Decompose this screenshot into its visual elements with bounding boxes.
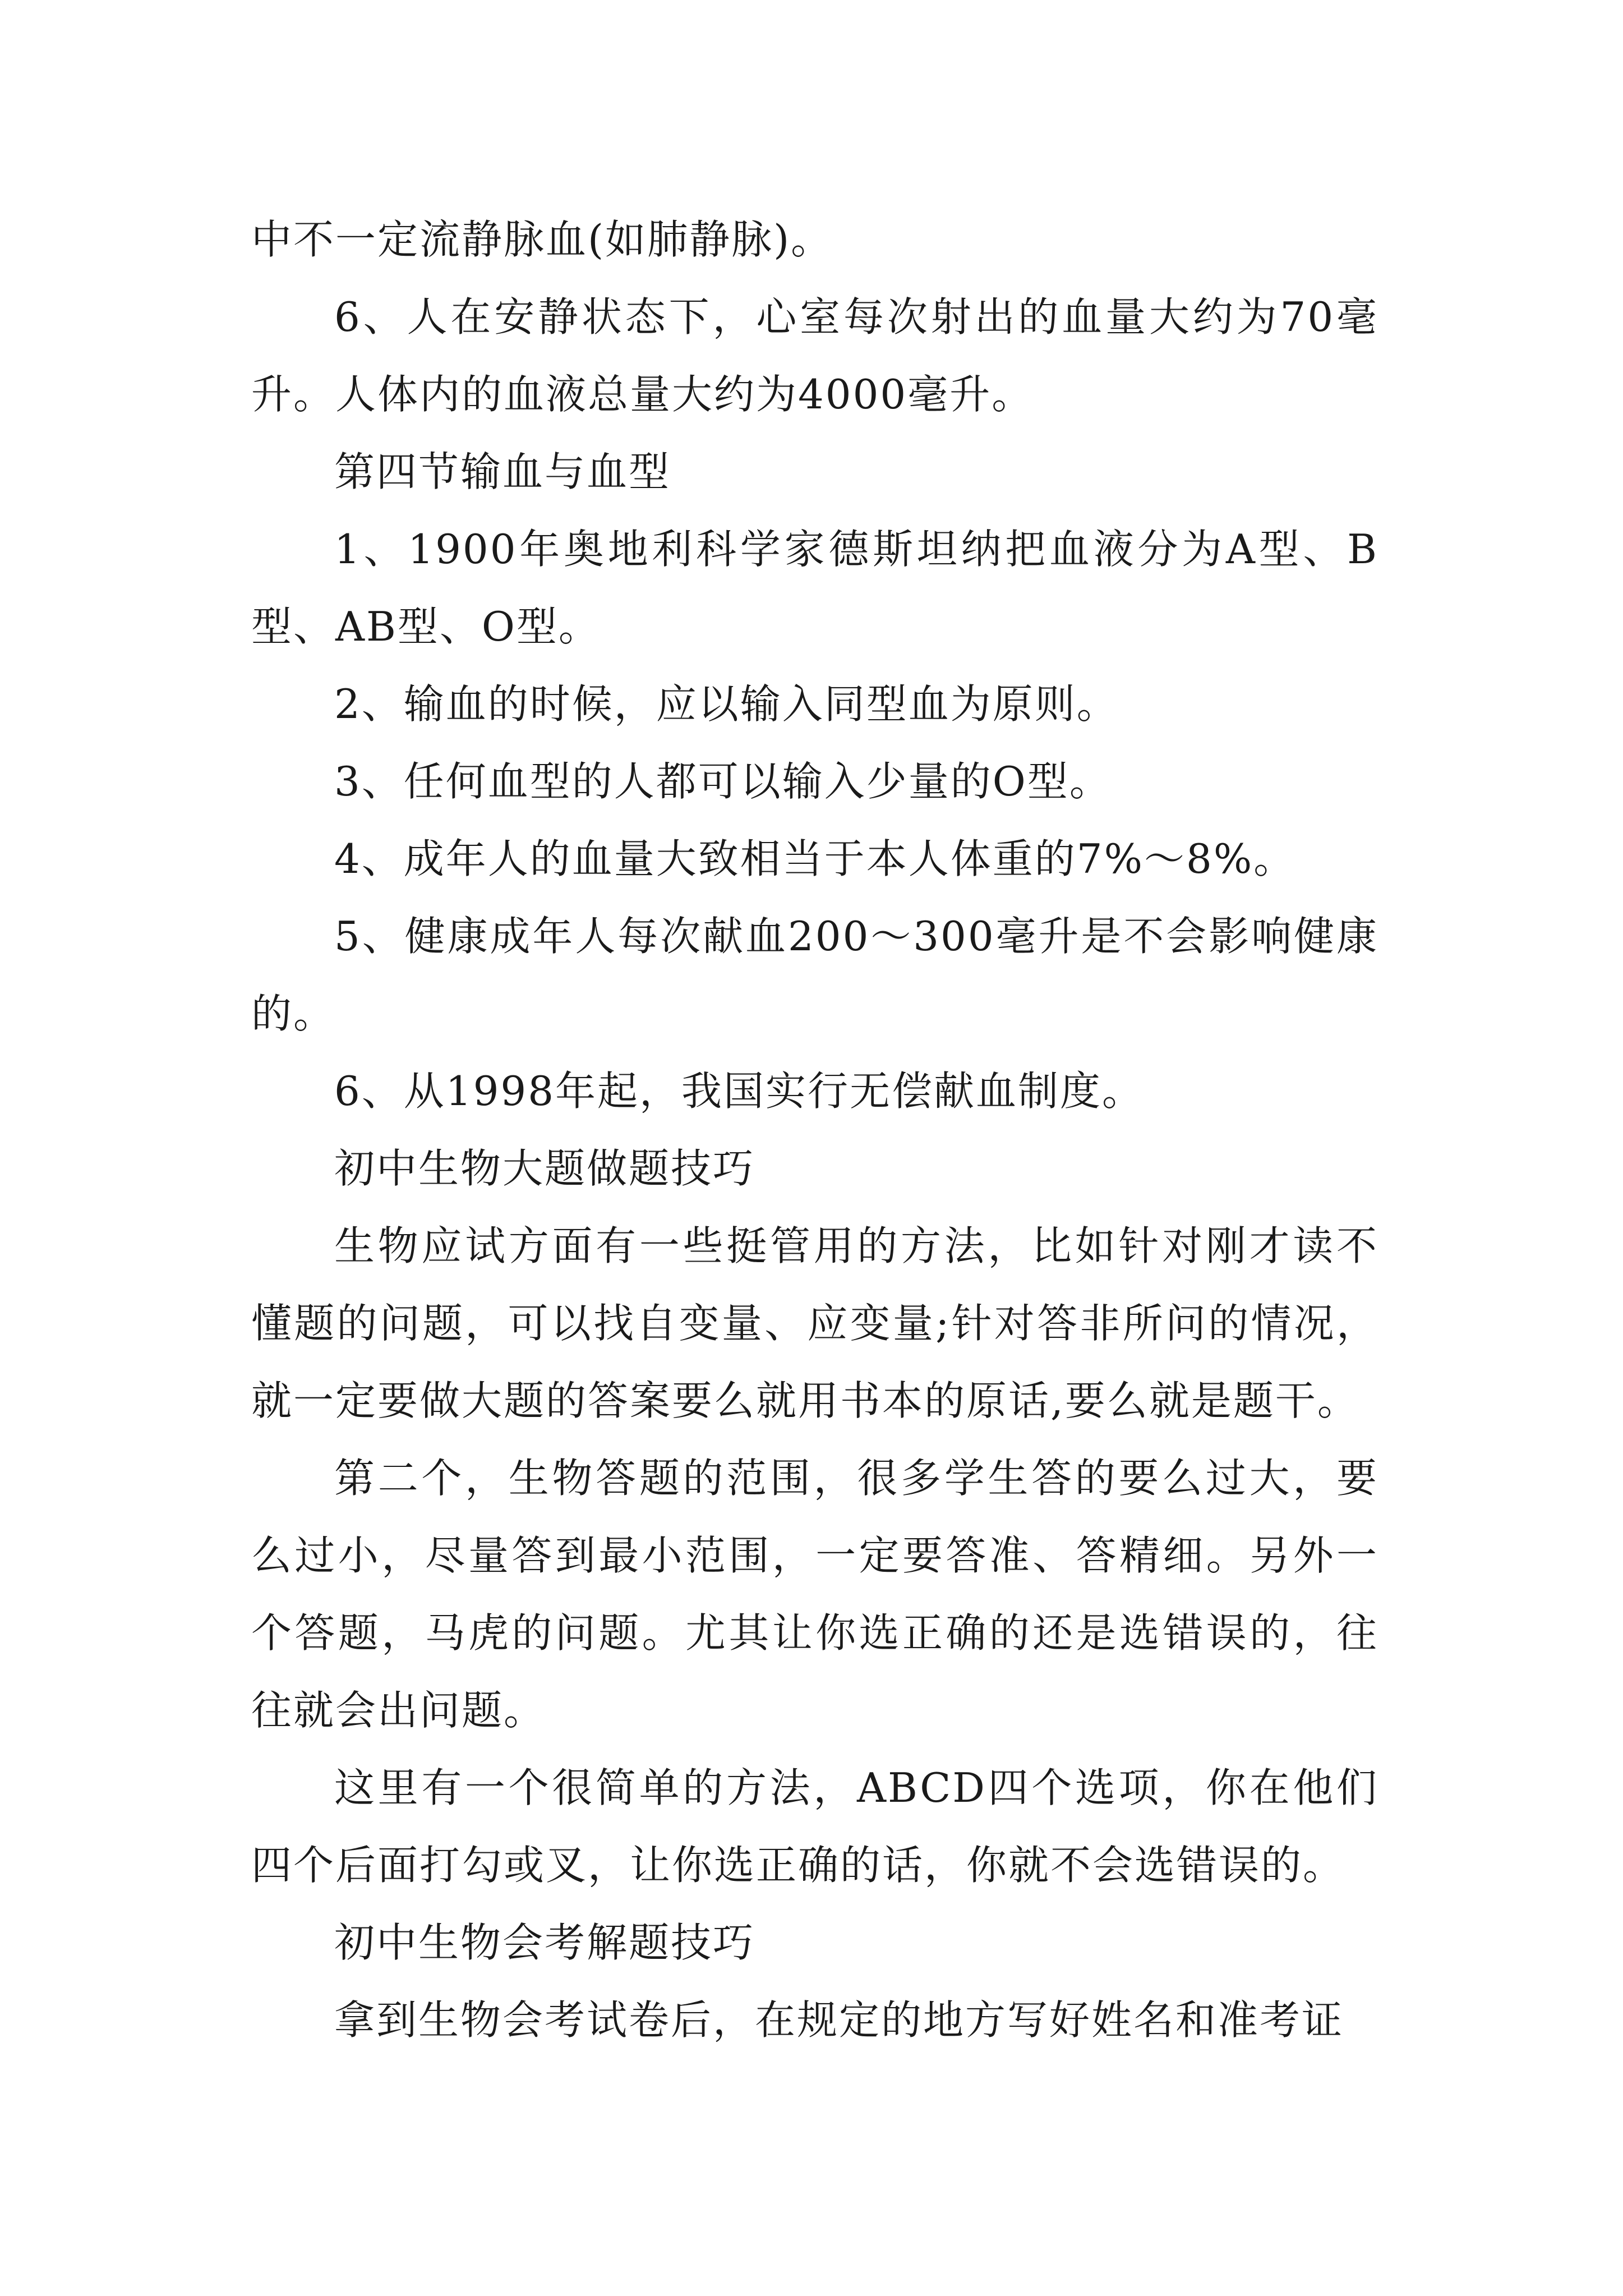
paragraph-transfusion-principle: 2、输血的时候，应以输入同型血为原则。 (334, 680, 1119, 728)
paragraph-abcd-method: 这里有一个很简单的方法，ABCD四个选项，你在他们四个后面打勾或叉，让你选正确的话，你就不会选错误的。 (251, 1764, 1378, 1889)
paragraph-blood-types: 1、1900年奥地利科学家德斯坦纳把血液分为A型、B型、AB型、O型。 (251, 526, 1378, 650)
section-heading-big-question-tips: 初中生物大题做题技巧 (334, 1145, 755, 1192)
document-body (251, 201, 1378, 2059)
section-heading-transfusion: 第四节输血与血型 (334, 448, 671, 495)
section-heading-exam-tips: 初中生物会考解题技巧 (334, 1919, 755, 1966)
paragraph-o-type: 3、任何血型的人都可以输入少量的O型。 (334, 758, 1112, 805)
paragraph-exam-methods: 生物应试方面有一些挺管用的方法，比如针对刚才读不懂题的问题，可以找自变量、应变量;针对答非所问的情况，就一定要做大题的答案要么就用书本的原话,要么就是题干。 (251, 1222, 1378, 1424)
paragraph-blood-volume: 4、成年人的血量大致相当于本人体重的7%～8%。 (334, 835, 1296, 882)
paragraph-donation-system: 6、从1998年起，我国实行无偿献血制度。 (334, 1068, 1145, 1115)
paragraph-exam-start: 拿到生物会考试卷后，在规定的地方写好姓名和准考证 (334, 1996, 1344, 2044)
paragraph-vein-note: 中不一定流静脉血(如肺静脉)。 (251, 216, 833, 263)
paragraph-answer-scope: 第二个，生物答题的范围，很多学生答的要么过大，要么过小，尽量答到最小范围，一定要答准、答精细。另外一个答题，马虎的问题。尤其让你选正确的还是选错误的，往往就会出问题。 (251, 1455, 1378, 1734)
paragraph-heart-output: 6、人在安静状态下，心室每次射出的血量大约为70毫升。人体内的血液总量大约为4000毫升。 (251, 293, 1378, 418)
paragraph-donation-amount: 5、健康成年人每次献血200～300毫升是不会影响健康的。 (251, 913, 1378, 1037)
